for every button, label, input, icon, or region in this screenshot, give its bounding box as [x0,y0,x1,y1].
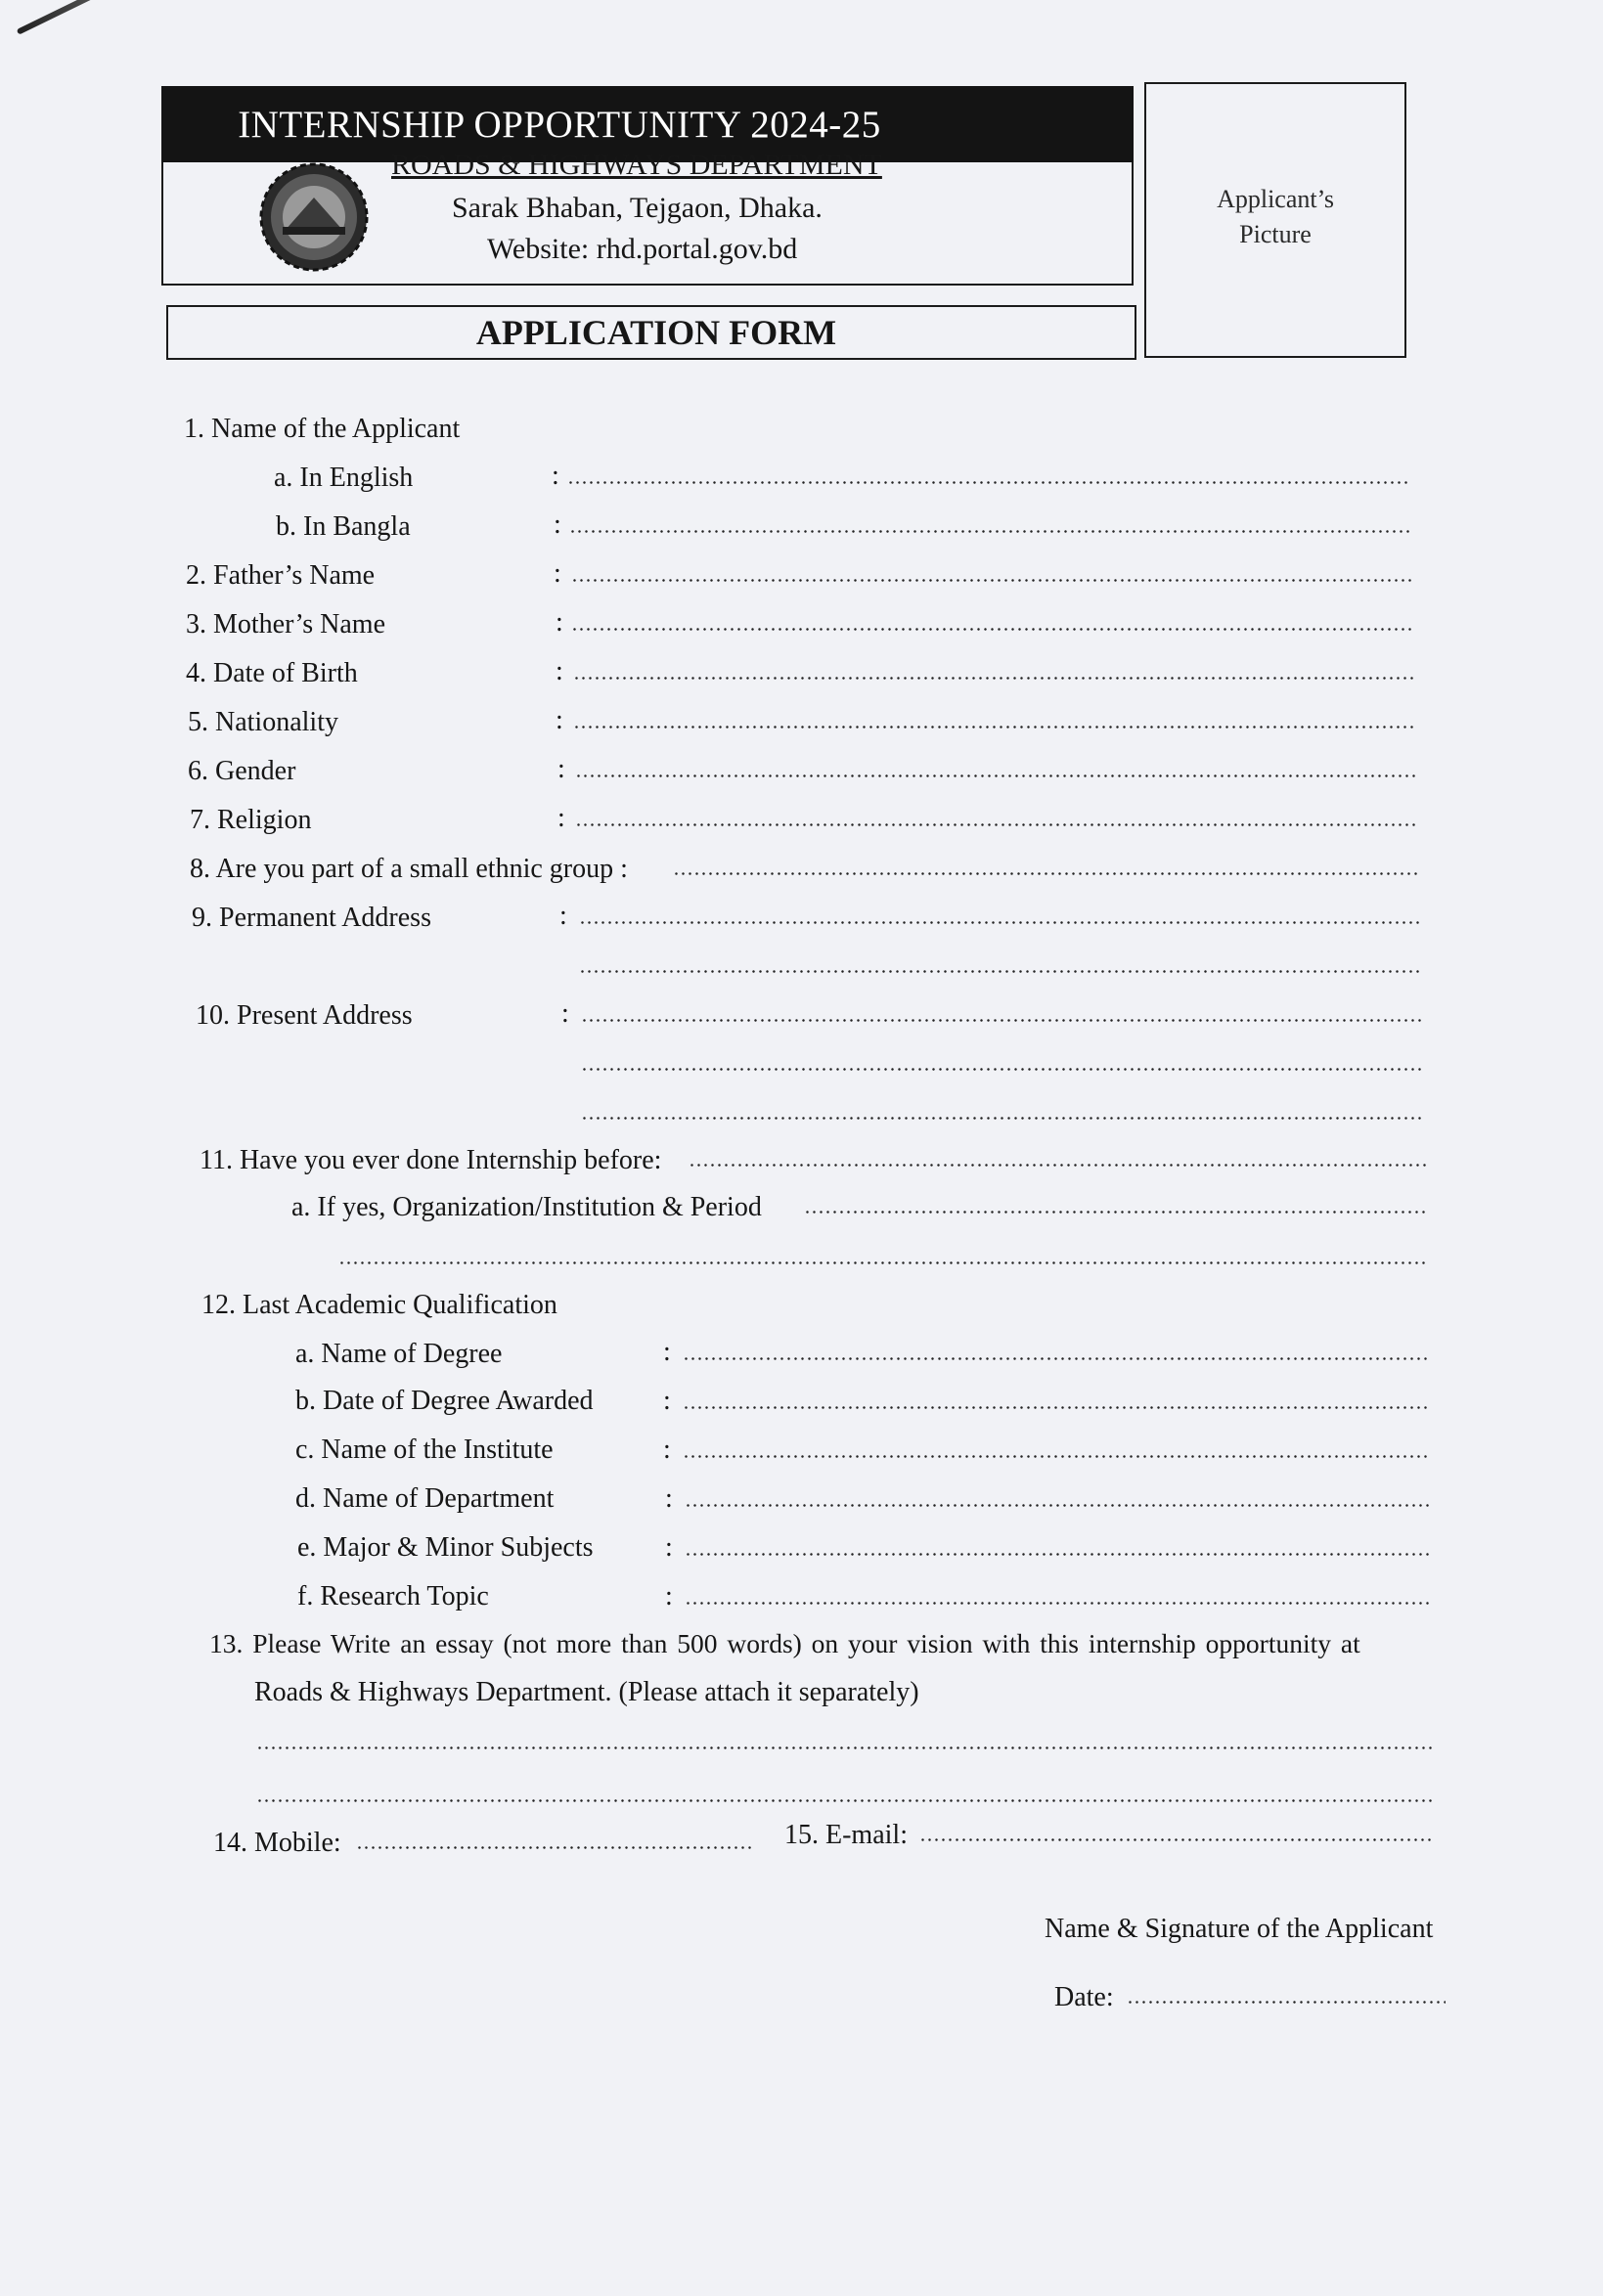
field-12a-label: a. Name of Degree [295,1339,503,1369]
field-12b-input[interactable] [683,1406,1428,1409]
field-6-label: 6. Gender [188,756,296,786]
field-15-input[interactable] [919,1838,1434,1841]
colon: : [554,509,561,540]
field-10-input-line3[interactable] [581,1117,1422,1120]
field-1a-label: a. In English [274,463,414,493]
field-6-input[interactable] [575,774,1416,777]
colon: : [554,558,561,589]
field-1-label: 1. Name of the Applicant [184,414,461,444]
signature-label: Name & Signature of the Applicant [1045,1914,1434,1944]
colon: : [556,607,563,638]
department-address: Sarak Bhaban, Tejgaon, Dhaka. [452,192,823,224]
field-11a-input-line2[interactable] [338,1261,1426,1264]
applicant-photo-label [1154,182,1397,252]
field-8-input[interactable] [673,872,1418,875]
field-9-label: 9. Permanent Address [192,903,431,933]
colon: : [559,901,567,931]
colon: : [663,1386,671,1416]
colon: : [556,705,563,735]
field-1b-label: b. In Bangla [276,511,411,542]
field-12f-label: f. Research Topic [297,1581,489,1612]
pen-mark [17,0,103,35]
field-13-text-line1: 13. Please Write an essay (not more than 500 words) on your vision with this internship opportunity at [209,1628,1360,1658]
banner-title: INTERNSHIP OPPORTUNITY 2024-25 [238,103,881,146]
field-12c-input[interactable] [683,1455,1428,1458]
field-11a-input-line1[interactable] [804,1211,1426,1214]
field-12e-label: e. Major & Minor Subjects [297,1532,594,1563]
field-7-input[interactable] [575,823,1416,826]
field-1b-input[interactable] [569,530,1410,533]
form-title: APPLICATION FORM [475,313,837,352]
field-13-text-line2: Roads & Highways Department. (Please attach it separately) [254,1677,919,1707]
department-name: ROADS & HIGHWAYS DEPARTMENT [391,149,882,181]
field-12-label: 12. Last Academic Qualification [201,1290,557,1320]
field-12a-input[interactable] [683,1357,1428,1360]
field-14-label: 14. Mobile: [213,1828,341,1858]
field-3-input[interactable] [571,628,1412,631]
field-12c-label: c. Name of the Institute [295,1435,554,1465]
colon: : [665,1532,673,1563]
department-website: Website: rhd.portal.gov.bd [487,233,798,265]
colon: : [561,998,569,1029]
field-15-label: 15. E-mail: [784,1820,908,1850]
photo-label-line1: Applicant’s [1217,185,1334,213]
field-4-label: 4. Date of Birth [186,658,358,688]
colon: : [663,1435,671,1465]
field-1a-input[interactable] [567,481,1408,484]
field-9-input-line2[interactable] [579,970,1420,973]
field-12d-label: d. Name of Department [295,1483,555,1514]
field-3-label: 3. Mother’s Name [186,609,385,640]
date-label: Date: [1054,1982,1114,2012]
field-5-label: 5. Nationality [188,707,338,737]
field-11-label: 11. Have you ever done Internship before: [200,1145,662,1175]
field-4-input[interactable] [573,677,1414,680]
field-11a-label: a. If yes, Organization/Institution & Period [291,1192,762,1222]
colon: : [663,1337,671,1367]
date-input[interactable] [1127,2001,1446,2004]
field-10-label: 10. Present Address [196,1000,413,1031]
field-12f-input[interactable] [685,1602,1430,1605]
field-8-label: 8. Are you part of a small ethnic group : [190,854,628,884]
field-12e-input[interactable] [685,1553,1430,1556]
field-12d-input[interactable] [685,1504,1430,1507]
field-10-input-line1[interactable] [581,1019,1422,1022]
field-11-input[interactable] [689,1164,1426,1167]
field-9-input-line1[interactable] [579,921,1420,924]
field-5-input[interactable] [573,726,1414,729]
field-13-input-line2[interactable] [256,1799,1434,1802]
colon: : [665,1483,673,1514]
colon: : [556,656,563,686]
form-title-box [166,305,1136,360]
colon: : [665,1581,673,1612]
field-2-input[interactable] [571,579,1412,582]
colon: : [557,754,565,784]
field-7-label: 7. Religion [190,805,312,835]
photo-label-line2: Picture [1239,220,1312,248]
rhd-logo-icon [259,162,369,272]
colon: : [552,461,559,491]
field-10-input-line2[interactable] [581,1068,1422,1071]
colon: : [557,803,565,833]
field-14-input[interactable] [356,1846,755,1849]
field-2-label: 2. Father’s Name [186,560,376,591]
field-12b-label: b. Date of Degree Awarded [295,1386,594,1416]
field-13-input-line1[interactable] [256,1746,1434,1749]
